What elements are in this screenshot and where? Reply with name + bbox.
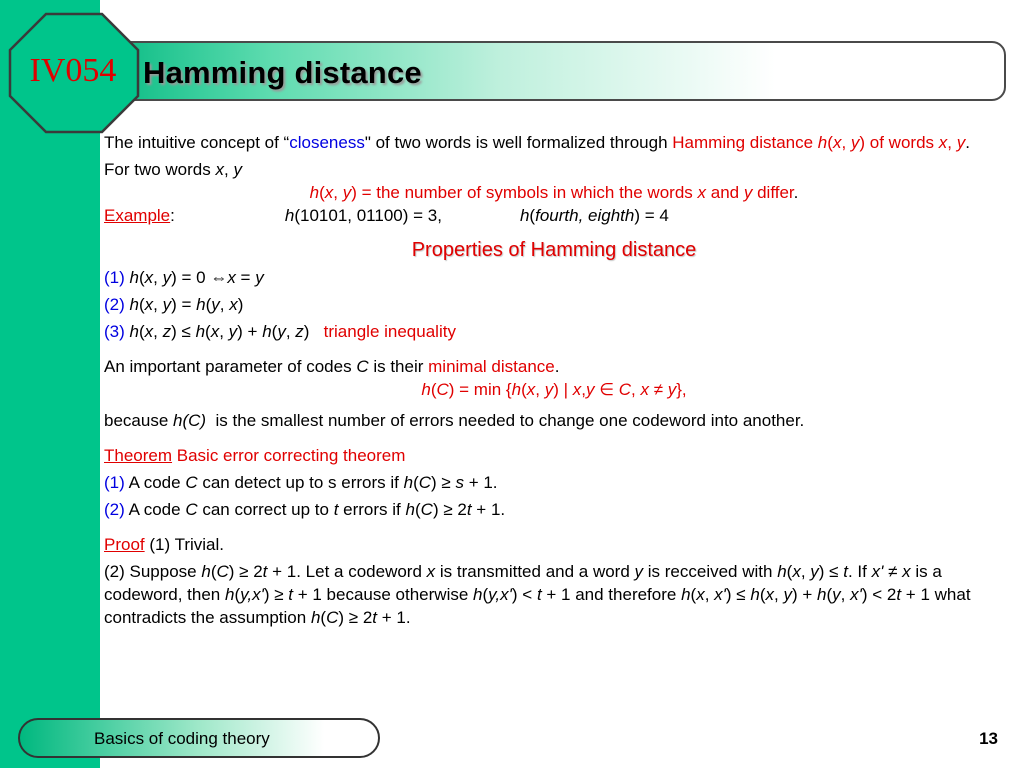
example-line: Example: h(10101, 01100) = 3, h(fourth, eighth) = 4: [104, 206, 669, 225]
example-label: Example: [104, 206, 171, 225]
minimal-distance-explanation: because h(C) is the smallest number of errors needed to change one codeword into another.: [104, 411, 805, 430]
minimal-distance-intro: An important parameter of codes C is their minimal distance.: [104, 357, 560, 376]
properties-heading: Properties of Hamming distance: [411, 239, 697, 261]
proof-part-2: (2) Suppose h(C) ≥ 2t + 1. Let a codeword x is transmitted and a word y is recceived with h(x, y) ≤ t. If x' ≠ x is a codeword, then h(y,x') ≥ t + 1 because otherwise h(y,x') < t + 1 and therefore h(x, x') ≤ h(x, y) + h(y, x') < 2t + 1 what contradicts the assumption h(C) ≥ 2t + 1.: [104, 562, 971, 627]
theorem-heading: Theorem Basic error correcting theorem: [104, 446, 406, 465]
hamming-notation: h(x, y) of words x, y: [817, 133, 966, 152]
intro-paragraph: The intuitive concept of “closeness" of two words is well formalized through Hamming distance h(x, y) of words x, y.: [104, 133, 970, 152]
theorem-part-1: (1) A code C can detect up to s errors if h(C) ≥ s + 1.: [104, 473, 498, 492]
two-words-line: For two words x, y: [104, 160, 242, 179]
theorem-part-2: (2) A code C can correct up to t errors if h(C) ≥ 2t + 1.: [104, 500, 506, 519]
hamming-definition: h(x, y) = the number of symbols in which the words x and y differ.: [309, 183, 799, 202]
proof-line: Proof (1) Trivial.: [104, 535, 224, 554]
minimal-distance-formula: h(C) = min {h(x, y) | x,y ∈ C, x ≠ y},: [421, 380, 687, 399]
triangle-inequality-label: triangle inequality: [323, 322, 456, 341]
property-3: (3) h(x, z) ≤ h(x, y) + h(y, z) triangle inequality: [104, 322, 456, 341]
footer-course-title: Basics of coding theory: [94, 729, 270, 748]
property-2: (2) h(x, y) = h(y, x): [104, 295, 244, 314]
slide-content: [104, 131, 1004, 629]
slide-title: Hamming distance: [143, 55, 422, 90]
closeness-term: closeness: [289, 133, 365, 152]
slide-page-number: 13: [979, 729, 998, 748]
course-code-badge: IV054: [29, 52, 117, 89]
property-1: (1) h(x, y) = 0 ⇔x = y: [104, 268, 264, 287]
hamming-term: Hamming distance: [672, 133, 814, 152]
